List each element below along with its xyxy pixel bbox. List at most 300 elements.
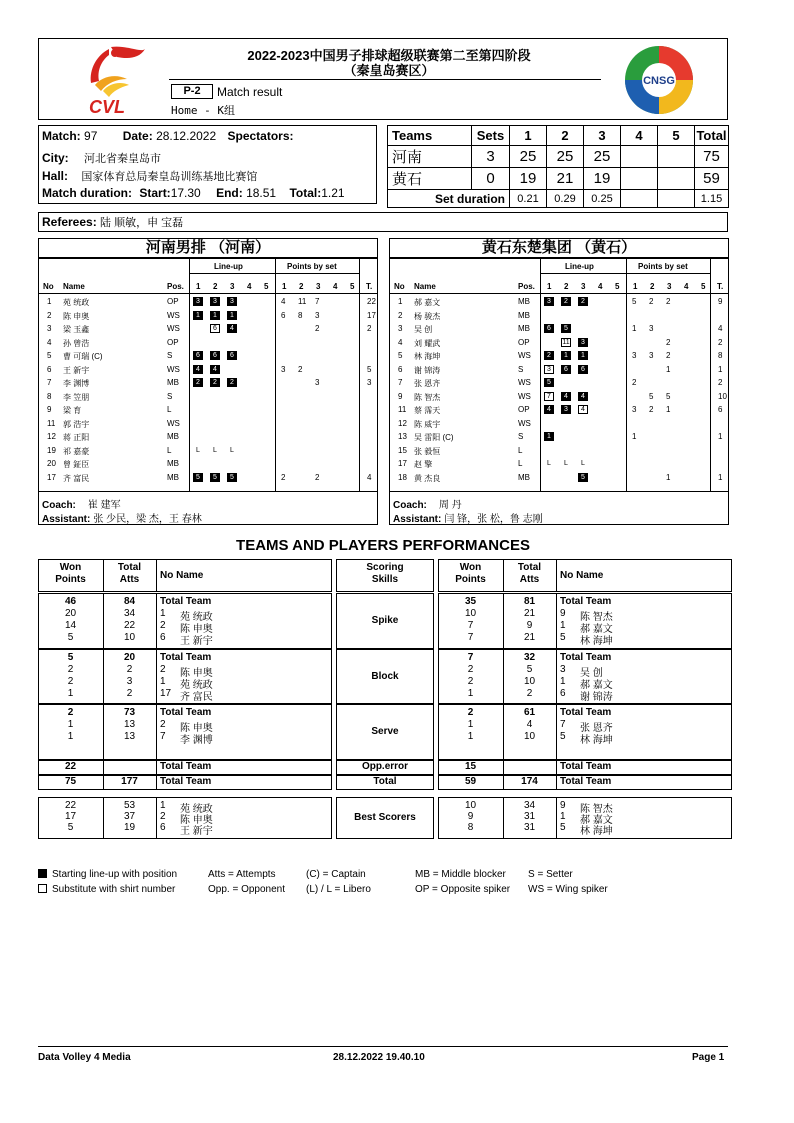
team-attempts: 20 (123, 652, 136, 663)
player-won-points: 1 (467, 731, 474, 742)
player-position: L (167, 405, 172, 414)
best-scorer-number: 1 (160, 800, 166, 811)
player-number: 9 (47, 405, 52, 414)
col-points-set: 4 (684, 282, 689, 291)
player-number: 6 (160, 632, 166, 643)
legend-substitute-text: Substitute with shirt number (52, 884, 176, 895)
skill-name: Spike (371, 615, 399, 626)
coach-line (42, 496, 121, 511)
set-points: 2 (666, 297, 671, 306)
start-label: Start: (139, 186, 171, 200)
sets-won: 3 (472, 146, 510, 168)
match-label: Match: (42, 129, 81, 143)
lineup-square: L (564, 460, 568, 467)
set-points: 3 (649, 351, 654, 360)
end-time: 18.51 (246, 186, 277, 200)
col-points-set: 5 (701, 282, 706, 291)
set-duration (621, 190, 658, 208)
set-score (658, 168, 695, 190)
player-total: 3 (367, 378, 372, 387)
player-attempts: 21 (523, 632, 536, 643)
set-duration-label: Set duration (388, 190, 510, 208)
player-number: 2 (160, 719, 166, 730)
no-name-header: No Name (560, 570, 604, 581)
skills-header: Scoring (366, 562, 404, 573)
roster-divider (540, 273, 710, 274)
lineup-square: 4 (210, 365, 220, 374)
player-name: 陈 申奥 (180, 624, 213, 635)
won-points-header: Points (455, 574, 486, 585)
player-number: 3 (560, 664, 566, 675)
player-number: 9 (398, 391, 403, 401)
player-number: 11 (398, 405, 407, 414)
duration-label: Match duration: (42, 186, 132, 200)
coach-label: Coach: (393, 500, 427, 511)
lineup-square: L (196, 446, 200, 454)
player-row (390, 472, 728, 485)
player-row (390, 323, 728, 336)
header-set-2: 2 (547, 126, 584, 146)
skill-name: Serve (371, 726, 399, 737)
team-attempts: 81 (523, 596, 536, 607)
player-name: 吴 创 (414, 325, 433, 334)
player-number: 5 (560, 731, 566, 742)
player-name: 孙 曾浩 (63, 338, 90, 348)
set-points: 3 (632, 405, 637, 414)
set-points: 6 (281, 310, 286, 320)
player-position: L (167, 445, 172, 455)
set-score: 25 (547, 146, 584, 168)
header-set-1: 1 (510, 126, 547, 146)
title-divider (169, 79, 601, 80)
total-score: 59 (695, 168, 729, 190)
player-row (390, 418, 728, 431)
player-name: 杨 骏杰 (414, 311, 441, 321)
total-attempts: 174 (521, 776, 538, 787)
legend-s: S = Setter (528, 869, 573, 880)
player-row (39, 377, 377, 390)
team-b-name: 黄石东楚集团 （黄石） (390, 239, 728, 258)
player-number: 9 (560, 608, 566, 619)
player-attempts: 10 (123, 632, 136, 643)
best-scorer-points: 22 (64, 800, 77, 811)
lineup-square: 7 (544, 392, 554, 401)
player-name: 郝 嘉文 (414, 298, 441, 307)
player-position: S (518, 364, 524, 374)
title-line-2: （秦皇岛赛区） (343, 63, 435, 78)
player-row (39, 418, 377, 431)
footer-timestamp: 28.12.2022 19.40.10 (333, 1052, 425, 1063)
set-points: 2 (649, 297, 654, 306)
city-value: 河北省秦皇岛市 (84, 153, 162, 165)
total-won-points: 59 (464, 776, 477, 787)
col-lineup-set: 3 (581, 282, 586, 291)
player-position: WS (518, 378, 531, 387)
player-won-points: 1 (67, 731, 74, 742)
column-divider (156, 797, 157, 839)
player-name: 郝 嘉文 (580, 624, 613, 635)
col-points-set: 2 (650, 282, 655, 291)
set-duration-row (388, 190, 729, 208)
set-score: 25 (584, 146, 621, 168)
spectators-label: Spectators: (227, 129, 294, 143)
player-attempts: 5 (526, 664, 533, 675)
player-position: OP (167, 337, 179, 347)
team-won-points: 46 (64, 596, 77, 607)
player-name: 郭 浩宇 (63, 419, 90, 429)
set-points: 2 (666, 337, 671, 347)
player-number: 2 (160, 620, 166, 631)
column-divider (156, 593, 157, 649)
player-name: 林 海坤 (580, 636, 613, 647)
set-points: 11 (298, 297, 307, 306)
player-won-points: 5 (67, 632, 74, 643)
player-attempts: 10 (523, 676, 536, 687)
player-total: 5 (367, 364, 372, 374)
player-name: 齐 富民 (180, 692, 213, 703)
player-attempts: 3 (126, 676, 133, 687)
end-label: End: (216, 186, 243, 200)
player-won-points: 7 (467, 620, 474, 631)
player-name: 林 海坤 (580, 735, 613, 746)
player-number: 3 (47, 324, 52, 333)
set-duration: 0.21 (510, 190, 547, 208)
doc-type: Match result (217, 85, 283, 99)
player-row (39, 364, 377, 377)
lineup-square: 1 (544, 432, 554, 441)
player-row (390, 404, 728, 417)
total-score: 75 (695, 146, 729, 168)
player-position: L (518, 459, 523, 468)
player-total: 10 (718, 391, 727, 401)
report-header (38, 38, 728, 120)
header-teams: Teams (388, 126, 472, 146)
best-scorer-points: 17 (64, 811, 77, 822)
player-number: 4 (398, 337, 403, 347)
column-divider (556, 775, 557, 790)
lineup-square: 1 (578, 351, 588, 360)
player-number: 7 (160, 731, 166, 742)
player-row (390, 310, 728, 323)
cnsg-logo (623, 43, 695, 117)
player-name: 刘 耀武 (414, 338, 441, 348)
player-position: MB (518, 324, 530, 333)
match-info (38, 125, 377, 204)
player-total: 2 (367, 324, 372, 333)
player-row (39, 323, 377, 336)
lineup-square: 5 (227, 473, 237, 482)
player-number: 11 (47, 418, 56, 428)
lineup-square: 6 (561, 365, 571, 374)
player-won-points: 20 (64, 608, 77, 619)
lineup-square: 4 (561, 392, 571, 401)
score-row-away (388, 168, 729, 190)
set-points: 1 (666, 472, 671, 482)
won-points-header: Won (459, 562, 482, 573)
player-row (39, 445, 377, 458)
set-points: 2 (281, 472, 286, 482)
best-scorer-points: 5 (67, 822, 74, 833)
player-row (390, 431, 728, 444)
column-divider (556, 559, 557, 592)
total-team-label: Total Team (160, 761, 212, 772)
total-team-label: Total Team (160, 596, 212, 607)
player-row (39, 458, 377, 471)
lineup-square: 5 (193, 473, 203, 482)
coach-name: 周 丹 (438, 500, 462, 511)
set-score (621, 146, 658, 168)
lineup-square: 5 (544, 378, 554, 387)
column-divider (156, 649, 157, 704)
date-label: Date: (122, 129, 153, 143)
player-number: 19 (47, 445, 56, 455)
player-number: 18 (398, 472, 407, 482)
best-scorer-attempts: 53 (123, 800, 136, 811)
best-scorer-name: 郝 嘉文 (580, 815, 613, 826)
header-sets: Sets (472, 126, 510, 146)
legend-atts: Atts = Attempts (208, 869, 276, 880)
player-row (39, 310, 377, 323)
player-name: 谢 锦涛 (414, 365, 441, 375)
lineup-square: 1 (210, 311, 220, 320)
player-total: 8 (718, 351, 723, 360)
player-position: OP (518, 337, 530, 347)
total-team-label: Total Team (560, 652, 612, 663)
header-set-5: 5 (658, 126, 695, 146)
set-points: 2 (315, 472, 320, 482)
lineup-square: 2 (227, 378, 237, 387)
lineup-square: 11 (562, 338, 570, 346)
player-attempts: 13 (123, 731, 136, 742)
no-name-header: No Name (160, 570, 204, 581)
col-points-set: 5 (350, 282, 355, 291)
legend-captain: (C) = Captain (306, 869, 366, 880)
set-points: 4 (281, 297, 286, 306)
player-number: 6 (560, 688, 566, 699)
column-divider (503, 760, 504, 775)
player-number: 1 (160, 676, 166, 687)
player-won-points: 14 (64, 620, 77, 631)
title-line-1: 2022-2023中国男子排球超级联赛第二至第四阶段 (247, 48, 531, 63)
player-number: 5 (47, 351, 52, 360)
total-attempts: 177 (121, 776, 138, 787)
best-scorer-name: 苑 统政 (180, 804, 213, 815)
player-name: 陈 申奥 (180, 668, 213, 679)
best-scorer-number: 6 (160, 822, 166, 833)
player-attempts: 2 (526, 688, 533, 699)
col-points-set: 4 (333, 282, 338, 291)
lineup-square: 1 (561, 351, 571, 360)
roster-divider (39, 491, 377, 492)
lineup-square: 6 (210, 324, 220, 333)
set-points: 5 (666, 391, 671, 401)
player-name: 苑 统政 (180, 612, 213, 623)
player-won-points: 2 (67, 676, 74, 687)
set-duration: 0.25 (584, 190, 621, 208)
lineup-square: L (547, 460, 551, 467)
player-attempts: 9 (526, 620, 533, 631)
best-scorer-attempts: 37 (123, 811, 136, 822)
column-divider (556, 593, 557, 649)
col-pos: Pos. (167, 282, 184, 291)
set-duration: 0.29 (547, 190, 584, 208)
player-name: 齐 富民 (63, 473, 90, 483)
player-name: 蔡 霈天 (414, 406, 441, 415)
best-scorer-number: 2 (160, 811, 166, 822)
player-position: WS (167, 310, 180, 320)
player-name: 王 新宇 (180, 636, 213, 647)
lineup-square: 3 (544, 297, 554, 306)
set-points: 1 (632, 324, 637, 333)
player-row (39, 296, 377, 309)
set-duration (658, 190, 695, 208)
legend-opp: Opp. = Opponent (208, 884, 286, 895)
points-header: Points by set (638, 262, 688, 271)
lineup-square: 6 (578, 365, 588, 374)
player-position: MB (518, 297, 530, 306)
lineup-square: 1 (227, 311, 237, 320)
player-number: 13 (398, 432, 407, 441)
legend-starting (38, 869, 177, 880)
player-row (390, 445, 728, 458)
col-points-set: 3 (316, 282, 321, 291)
player-row (390, 458, 728, 471)
lineup-square: 4 (193, 365, 203, 374)
lineup-square: 4 (578, 405, 588, 414)
lineup-square: 4 (227, 324, 237, 333)
player-row (39, 431, 377, 444)
player-name: 陈 智杰 (580, 612, 613, 623)
set-points: 3 (632, 351, 637, 360)
player-position: WS (167, 364, 180, 374)
lineup-square: 6 (227, 351, 237, 360)
player-number: 15 (398, 445, 407, 455)
col-pos: Pos. (518, 282, 535, 291)
col-points-set: 1 (282, 282, 287, 291)
team-name: 河南 (388, 146, 472, 168)
player-position: MB (518, 472, 530, 482)
roster-team-a (38, 238, 378, 525)
match-date: 28.12.2022 (156, 129, 217, 143)
coach-label: Coach: (42, 500, 76, 511)
lineup-square: 2 (193, 378, 203, 387)
city-label: City: (42, 151, 69, 165)
lineup-square: L (581, 460, 585, 467)
player-name: 陈 申奥 (63, 311, 90, 321)
total-team-label: Total Team (560, 776, 612, 787)
player-attempts: 2 (126, 688, 133, 699)
player-position: MB (518, 310, 530, 320)
player-number: 7 (560, 719, 566, 730)
player-total: 1 (718, 364, 723, 374)
set-score (621, 168, 658, 190)
player-won-points: 2 (467, 676, 474, 687)
referees (38, 212, 728, 232)
lineup-square: L (230, 446, 234, 454)
player-number: 2 (160, 664, 166, 675)
lineup-square: 3 (227, 297, 237, 306)
player-attempts: 22 (123, 620, 136, 631)
home-group: Home - K组 (171, 104, 235, 117)
player-won-points: 2 (67, 664, 74, 675)
set-points: 1 (666, 364, 671, 374)
set-points: 8 (298, 310, 303, 320)
player-name: 吴 创 (580, 668, 603, 679)
col-name: Name (414, 282, 436, 291)
col-lineup-set: 3 (230, 282, 235, 291)
sets-won: 0 (472, 168, 510, 190)
player-position: WS (167, 324, 180, 333)
player-number: 1 (47, 297, 52, 306)
performance-title: TEAMS AND PLAYERS PERFORMANCES (236, 537, 530, 554)
best-scorer-name: 陈 申奥 (180, 815, 213, 826)
set-score: 21 (547, 168, 584, 190)
lineup-square: 5 (578, 473, 588, 482)
assistant-label: Assistant: (393, 514, 442, 525)
lineup-header: Line-up (565, 262, 594, 271)
team-attempts: 73 (123, 707, 136, 718)
player-number: 6 (398, 364, 403, 374)
set-points: 2 (315, 324, 320, 333)
legend-op: OP = Opposite spiker (415, 884, 511, 895)
set-points: 3 (315, 310, 320, 320)
footer-page: Page 1 (692, 1052, 725, 1063)
col-points-set: 1 (633, 282, 638, 291)
legend-libero: (L) / L = Libero (306, 884, 371, 895)
total-label: Total: (289, 186, 322, 200)
best-scorer-attempts: 31 (523, 811, 536, 822)
player-total: 6 (718, 405, 723, 414)
hall-value: 国家体育总局秦皇岛训练基地比赛馆 (81, 171, 258, 183)
player-attempts: 34 (123, 608, 136, 619)
player-name: 林 海坤 (414, 352, 441, 361)
player-name: 张 恩齐 (580, 723, 613, 734)
col-total: T. (717, 282, 724, 291)
player-name: 苑 统政 (63, 298, 90, 307)
lineup-square: 2 (210, 378, 220, 387)
player-number: 17 (160, 688, 172, 699)
best-scorer-number: 1 (560, 811, 566, 822)
set-points: 3 (649, 324, 654, 333)
player-name: 谢 锦涛 (580, 692, 613, 703)
player-name: 郝 嘉文 (580, 680, 613, 691)
footer-left: Data Volley 4 Media (38, 1052, 131, 1063)
referees-label: Referees: (42, 215, 97, 229)
player-row (39, 404, 377, 417)
set-points: 3 (281, 364, 286, 374)
team-attempts: 84 (123, 596, 136, 607)
roster-divider (390, 491, 728, 492)
set-score: 19 (584, 168, 621, 190)
scoreboard (387, 125, 729, 208)
lineup-square: 6 (210, 351, 220, 360)
player-total: 2 (718, 378, 723, 387)
best-scorer-attempts: 19 (123, 822, 136, 833)
team-won-points: 35 (464, 596, 477, 607)
player-number: 7 (47, 378, 52, 387)
opp-error-points: 22 (64, 761, 77, 772)
lineup-square: 2 (561, 297, 571, 306)
assistant-line (393, 510, 543, 525)
lineup-square: 3 (561, 405, 571, 414)
player-number: 2 (398, 310, 403, 320)
player-name: 赵 擎 (414, 460, 433, 469)
won-points-header: Points (55, 574, 86, 585)
set-points: 5 (632, 297, 637, 306)
legend-starting-text: Starting line-up with position (52, 869, 178, 880)
player-won-points: 1 (67, 719, 74, 730)
best-scorer-name: 陈 智杰 (580, 804, 613, 815)
